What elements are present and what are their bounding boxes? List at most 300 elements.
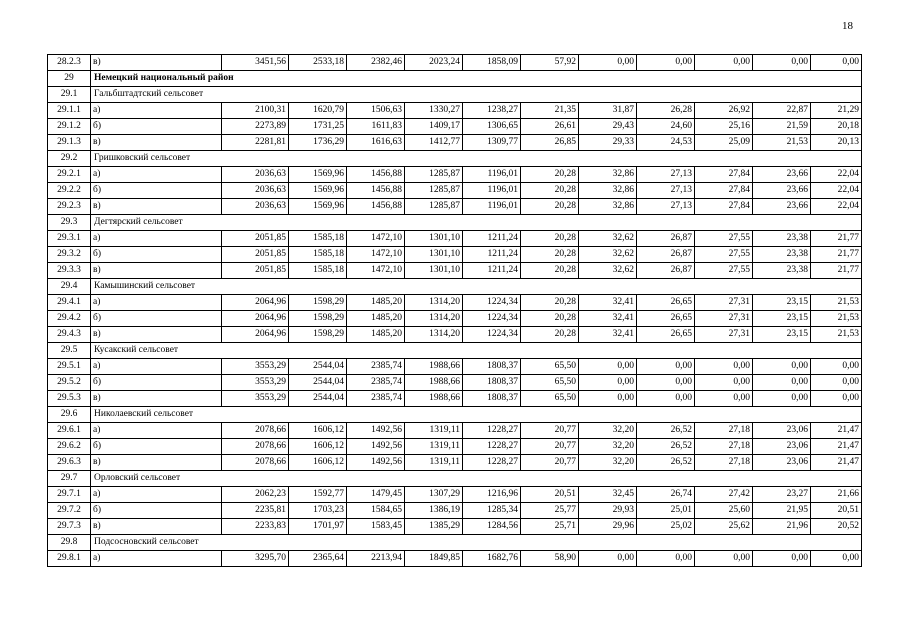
value-cell: 20,28 bbox=[521, 183, 579, 199]
row-variant-label: а) bbox=[91, 295, 222, 311]
row-variant-label: а) bbox=[91, 487, 222, 503]
group-row bbox=[48, 407, 862, 423]
value-cell: 32,41 bbox=[579, 311, 637, 327]
value-cell: 1611,83 bbox=[347, 119, 405, 135]
value-cell: 2064,96 bbox=[222, 311, 289, 327]
value-cell: 20,28 bbox=[521, 247, 579, 263]
value-cell: 26,65 bbox=[637, 327, 695, 343]
value-cell: 21,47 bbox=[811, 455, 862, 471]
value-cell: 21,47 bbox=[811, 439, 862, 455]
row-variant-label: а) bbox=[91, 359, 222, 375]
row-variant-label: в) bbox=[91, 55, 222, 71]
value-cell: 57,92 bbox=[521, 55, 579, 71]
row-variant-label: а) bbox=[91, 551, 222, 567]
value-cell: 1314,20 bbox=[405, 311, 463, 327]
value-cell: 23,15 bbox=[753, 311, 811, 327]
value-cell: 1386,19 bbox=[405, 503, 463, 519]
value-cell: 0,00 bbox=[811, 55, 862, 71]
value-cell: 1492,56 bbox=[347, 423, 405, 439]
row-variant-label: в) bbox=[91, 135, 222, 151]
value-cell: 1306,65 bbox=[463, 119, 521, 135]
row-code: 29.8 bbox=[48, 535, 91, 551]
row-code: 29.4.2 bbox=[48, 311, 91, 327]
row-code: 29.8.1 bbox=[48, 551, 91, 567]
value-cell: 1620,79 bbox=[289, 103, 347, 119]
value-cell: 0,00 bbox=[637, 391, 695, 407]
table-row bbox=[48, 423, 862, 439]
value-cell: 23,38 bbox=[753, 231, 811, 247]
table-row bbox=[48, 551, 862, 567]
value-cell: 32,86 bbox=[579, 167, 637, 183]
row-code: 29.3 bbox=[48, 215, 91, 231]
table-row bbox=[48, 103, 862, 119]
row-code: 29.5.1 bbox=[48, 359, 91, 375]
value-cell: 21,53 bbox=[753, 135, 811, 151]
value-cell: 1228,27 bbox=[463, 455, 521, 471]
value-cell: 27,84 bbox=[695, 199, 753, 215]
value-cell: 23,06 bbox=[753, 439, 811, 455]
value-cell: 20,28 bbox=[521, 311, 579, 327]
value-cell: 0,00 bbox=[753, 391, 811, 407]
value-cell: 22,87 bbox=[753, 103, 811, 119]
value-cell: 3295,70 bbox=[222, 551, 289, 567]
table-row bbox=[48, 135, 862, 151]
value-cell: 21,35 bbox=[521, 103, 579, 119]
row-code: 28.2.3 bbox=[48, 55, 91, 71]
value-cell: 1284,56 bbox=[463, 519, 521, 535]
value-cell: 1701,97 bbox=[289, 519, 347, 535]
value-cell: 32,20 bbox=[579, 439, 637, 455]
value-cell: 1598,29 bbox=[289, 295, 347, 311]
value-cell: 0,00 bbox=[637, 375, 695, 391]
value-cell: 1285,87 bbox=[405, 167, 463, 183]
group-row bbox=[48, 471, 862, 487]
row-code: 29.3.1 bbox=[48, 231, 91, 247]
value-cell: 25,71 bbox=[521, 519, 579, 535]
value-cell: 27,55 bbox=[695, 231, 753, 247]
group-row bbox=[48, 535, 862, 551]
row-code: 29.3.2 bbox=[48, 247, 91, 263]
group-name: Орловский сельсовет bbox=[91, 471, 862, 487]
value-cell: 1569,96 bbox=[289, 183, 347, 199]
value-cell: 25,60 bbox=[695, 503, 753, 519]
value-cell: 1385,29 bbox=[405, 519, 463, 535]
row-code: 29.1.3 bbox=[48, 135, 91, 151]
row-variant-label: а) bbox=[91, 423, 222, 439]
value-cell: 1285,87 bbox=[405, 199, 463, 215]
value-cell: 26,65 bbox=[637, 295, 695, 311]
value-cell: 22,04 bbox=[811, 167, 862, 183]
group-name: Немецкий национальный район bbox=[91, 71, 862, 87]
value-cell: 1238,27 bbox=[463, 103, 521, 119]
value-cell: 1314,20 bbox=[405, 295, 463, 311]
value-cell: 1598,29 bbox=[289, 311, 347, 327]
group-name: Дегтярский сельсовет bbox=[91, 215, 862, 231]
value-cell: 0,00 bbox=[637, 551, 695, 567]
value-cell: 0,00 bbox=[637, 55, 695, 71]
table-row bbox=[48, 263, 862, 279]
value-cell: 26,74 bbox=[637, 487, 695, 503]
value-cell: 27,55 bbox=[695, 247, 753, 263]
table-row bbox=[48, 199, 862, 215]
value-cell: 65,50 bbox=[521, 375, 579, 391]
value-cell: 32,45 bbox=[579, 487, 637, 503]
value-cell: 27,18 bbox=[695, 439, 753, 455]
value-cell: 21,66 bbox=[811, 487, 862, 503]
value-cell: 27,42 bbox=[695, 487, 753, 503]
value-cell: 23,15 bbox=[753, 295, 811, 311]
value-cell: 1319,11 bbox=[405, 455, 463, 471]
table-row bbox=[48, 519, 862, 535]
value-cell: 23,06 bbox=[753, 423, 811, 439]
value-cell: 1224,34 bbox=[463, 311, 521, 327]
row-code: 29.7.3 bbox=[48, 519, 91, 535]
value-cell: 2078,66 bbox=[222, 423, 289, 439]
value-cell: 1598,29 bbox=[289, 327, 347, 343]
value-cell: 1569,96 bbox=[289, 167, 347, 183]
value-cell: 0,00 bbox=[811, 551, 862, 567]
value-cell: 2544,04 bbox=[289, 359, 347, 375]
row-variant-label: б) bbox=[91, 375, 222, 391]
value-cell: 2036,63 bbox=[222, 167, 289, 183]
row-variant-label: а) bbox=[91, 103, 222, 119]
row-variant-label: б) bbox=[91, 247, 222, 263]
value-cell: 1314,20 bbox=[405, 327, 463, 343]
value-cell: 2036,63 bbox=[222, 183, 289, 199]
row-variant-label: а) bbox=[91, 167, 222, 183]
group-row bbox=[48, 343, 862, 359]
row-code: 29.1.2 bbox=[48, 119, 91, 135]
value-cell: 2365,64 bbox=[289, 551, 347, 567]
value-cell: 1319,11 bbox=[405, 423, 463, 439]
row-variant-label: б) bbox=[91, 183, 222, 199]
value-cell: 20,77 bbox=[521, 439, 579, 455]
table-row bbox=[48, 455, 862, 471]
value-cell: 1492,56 bbox=[347, 455, 405, 471]
value-cell: 2078,66 bbox=[222, 439, 289, 455]
value-cell: 1736,29 bbox=[289, 135, 347, 151]
row-code: 29.6.1 bbox=[48, 423, 91, 439]
row-variant-label: б) bbox=[91, 311, 222, 327]
value-cell: 2213,94 bbox=[347, 551, 405, 567]
value-cell: 1224,34 bbox=[463, 295, 521, 311]
value-cell: 0,00 bbox=[579, 551, 637, 567]
value-cell: 21,59 bbox=[753, 119, 811, 135]
row-code: 29.1.1 bbox=[48, 103, 91, 119]
value-cell: 27,84 bbox=[695, 167, 753, 183]
value-cell: 23,66 bbox=[753, 199, 811, 215]
row-code: 29.7.1 bbox=[48, 487, 91, 503]
value-cell: 27,55 bbox=[695, 263, 753, 279]
value-cell: 1301,10 bbox=[405, 231, 463, 247]
page-number: 18 bbox=[842, 20, 853, 32]
value-cell: 2235,81 bbox=[222, 503, 289, 519]
row-code: 29 bbox=[48, 71, 91, 87]
value-cell: 2023,24 bbox=[405, 55, 463, 71]
value-cell: 1606,12 bbox=[289, 455, 347, 471]
value-cell: 29,96 bbox=[579, 519, 637, 535]
value-cell: 0,00 bbox=[811, 375, 862, 391]
value-cell: 1211,24 bbox=[463, 231, 521, 247]
value-cell: 1472,10 bbox=[347, 231, 405, 247]
value-cell: 31,87 bbox=[579, 103, 637, 119]
value-cell: 27,13 bbox=[637, 199, 695, 215]
row-code: 29.6.3 bbox=[48, 455, 91, 471]
value-cell: 32,86 bbox=[579, 183, 637, 199]
value-cell: 26,87 bbox=[637, 247, 695, 263]
value-cell: 22,04 bbox=[811, 183, 862, 199]
value-cell: 23,66 bbox=[753, 183, 811, 199]
row-code: 29.2.3 bbox=[48, 199, 91, 215]
value-cell: 20,28 bbox=[521, 295, 579, 311]
value-cell: 0,00 bbox=[695, 391, 753, 407]
value-cell: 1585,18 bbox=[289, 247, 347, 263]
table-body bbox=[48, 55, 862, 567]
row-code: 29.2.1 bbox=[48, 167, 91, 183]
value-cell: 20,28 bbox=[521, 327, 579, 343]
value-cell: 1285,34 bbox=[463, 503, 521, 519]
row-variant-label: в) bbox=[91, 199, 222, 215]
value-cell: 26,87 bbox=[637, 263, 695, 279]
value-cell: 1301,10 bbox=[405, 263, 463, 279]
value-cell: 2051,85 bbox=[222, 231, 289, 247]
value-cell: 1606,12 bbox=[289, 423, 347, 439]
value-cell: 26,52 bbox=[637, 455, 695, 471]
value-cell: 0,00 bbox=[695, 551, 753, 567]
value-cell: 3553,29 bbox=[222, 375, 289, 391]
value-cell: 32,20 bbox=[579, 455, 637, 471]
value-cell: 27,31 bbox=[695, 327, 753, 343]
row-code: 29.4.3 bbox=[48, 327, 91, 343]
value-cell: 65,50 bbox=[521, 391, 579, 407]
value-cell: 25,16 bbox=[695, 119, 753, 135]
value-cell: 3553,29 bbox=[222, 359, 289, 375]
value-cell: 1330,27 bbox=[405, 103, 463, 119]
value-cell: 23,27 bbox=[753, 487, 811, 503]
row-code: 29.6 bbox=[48, 407, 91, 423]
value-cell: 2273,89 bbox=[222, 119, 289, 135]
value-cell: 1506,63 bbox=[347, 103, 405, 119]
value-cell: 25,02 bbox=[637, 519, 695, 535]
value-cell: 1472,10 bbox=[347, 263, 405, 279]
row-code: 29.5 bbox=[48, 343, 91, 359]
value-cell: 27,31 bbox=[695, 311, 753, 327]
value-cell: 1988,66 bbox=[405, 391, 463, 407]
value-cell: 29,93 bbox=[579, 503, 637, 519]
row-variant-label: а) bbox=[91, 231, 222, 247]
table-row bbox=[48, 439, 862, 455]
value-cell: 21,77 bbox=[811, 231, 862, 247]
value-cell: 27,84 bbox=[695, 183, 753, 199]
value-cell: 0,00 bbox=[637, 359, 695, 375]
value-cell: 1808,37 bbox=[463, 375, 521, 391]
table-row bbox=[48, 311, 862, 327]
value-cell: 20,77 bbox=[521, 455, 579, 471]
value-cell: 21,96 bbox=[753, 519, 811, 535]
value-cell: 29,43 bbox=[579, 119, 637, 135]
value-cell: 1731,25 bbox=[289, 119, 347, 135]
value-cell: 1616,63 bbox=[347, 135, 405, 151]
row-code: 29.6.2 bbox=[48, 439, 91, 455]
value-cell: 0,00 bbox=[811, 359, 862, 375]
value-cell: 27,18 bbox=[695, 455, 753, 471]
value-cell: 58,90 bbox=[521, 551, 579, 567]
row-code: 29.5.2 bbox=[48, 375, 91, 391]
value-cell: 1456,88 bbox=[347, 199, 405, 215]
value-cell: 2051,85 bbox=[222, 247, 289, 263]
value-cell: 1703,23 bbox=[289, 503, 347, 519]
value-cell: 2544,04 bbox=[289, 391, 347, 407]
value-cell: 26,52 bbox=[637, 439, 695, 455]
value-cell: 1211,24 bbox=[463, 247, 521, 263]
value-cell: 1988,66 bbox=[405, 359, 463, 375]
group-row bbox=[48, 151, 862, 167]
row-variant-label: в) bbox=[91, 327, 222, 343]
value-cell: 2036,63 bbox=[222, 199, 289, 215]
value-cell: 29,33 bbox=[579, 135, 637, 151]
value-cell: 24,53 bbox=[637, 135, 695, 151]
value-cell: 21,53 bbox=[811, 311, 862, 327]
value-cell: 0,00 bbox=[753, 359, 811, 375]
value-cell: 1592,77 bbox=[289, 487, 347, 503]
group-row bbox=[48, 71, 862, 87]
value-cell: 2544,04 bbox=[289, 375, 347, 391]
row-code: 29.5.3 bbox=[48, 391, 91, 407]
row-code: 29.1 bbox=[48, 87, 91, 103]
value-cell: 1569,96 bbox=[289, 199, 347, 215]
table-row bbox=[48, 55, 862, 71]
value-cell: 20,28 bbox=[521, 263, 579, 279]
value-cell: 1485,20 bbox=[347, 311, 405, 327]
value-cell: 1216,96 bbox=[463, 487, 521, 503]
value-cell: 2064,96 bbox=[222, 327, 289, 343]
row-code: 29.4.1 bbox=[48, 295, 91, 311]
row-code: 29.4 bbox=[48, 279, 91, 295]
value-cell: 1485,20 bbox=[347, 295, 405, 311]
value-cell: 65,50 bbox=[521, 359, 579, 375]
value-cell: 1307,29 bbox=[405, 487, 463, 503]
table-row bbox=[48, 359, 862, 375]
value-cell: 21,29 bbox=[811, 103, 862, 119]
tariff-table bbox=[47, 54, 862, 567]
group-name: Камышинский сельсовет bbox=[91, 279, 862, 295]
value-cell: 2078,66 bbox=[222, 455, 289, 471]
value-cell: 1585,18 bbox=[289, 263, 347, 279]
value-cell: 1211,24 bbox=[463, 263, 521, 279]
table-row bbox=[48, 487, 862, 503]
group-row bbox=[48, 279, 862, 295]
value-cell: 32,62 bbox=[579, 231, 637, 247]
value-cell: 1682,76 bbox=[463, 551, 521, 567]
value-cell: 23,15 bbox=[753, 327, 811, 343]
value-cell: 24,60 bbox=[637, 119, 695, 135]
value-cell: 1301,10 bbox=[405, 247, 463, 263]
value-cell: 26,85 bbox=[521, 135, 579, 151]
value-cell: 25,62 bbox=[695, 519, 753, 535]
value-cell: 1808,37 bbox=[463, 391, 521, 407]
group-name: Подсосновский сельсовет bbox=[91, 535, 862, 551]
table-row bbox=[48, 247, 862, 263]
value-cell: 20,52 bbox=[811, 519, 862, 535]
value-cell: 25,01 bbox=[637, 503, 695, 519]
value-cell: 21,95 bbox=[753, 503, 811, 519]
value-cell: 3451,56 bbox=[222, 55, 289, 71]
table-row bbox=[48, 503, 862, 519]
value-cell: 1196,01 bbox=[463, 183, 521, 199]
group-name: Кусакский сельсовет bbox=[91, 343, 862, 359]
value-cell: 20,51 bbox=[521, 487, 579, 503]
value-cell: 1456,88 bbox=[347, 183, 405, 199]
value-cell: 20,28 bbox=[521, 199, 579, 215]
value-cell: 1479,45 bbox=[347, 487, 405, 503]
value-cell: 26,52 bbox=[637, 423, 695, 439]
value-cell: 1584,65 bbox=[347, 503, 405, 519]
value-cell: 1858,09 bbox=[463, 55, 521, 71]
value-cell: 0,00 bbox=[753, 375, 811, 391]
value-cell: 1224,34 bbox=[463, 327, 521, 343]
value-cell: 22,04 bbox=[811, 199, 862, 215]
value-cell: 0,00 bbox=[695, 375, 753, 391]
value-cell: 21,77 bbox=[811, 247, 862, 263]
group-name: Николаевский сельсовет bbox=[91, 407, 862, 423]
value-cell: 0,00 bbox=[811, 391, 862, 407]
value-cell: 1285,87 bbox=[405, 183, 463, 199]
value-cell: 26,92 bbox=[695, 103, 753, 119]
value-cell: 1456,88 bbox=[347, 167, 405, 183]
value-cell: 2051,85 bbox=[222, 263, 289, 279]
value-cell: 1585,18 bbox=[289, 231, 347, 247]
value-cell: 20,18 bbox=[811, 119, 862, 135]
value-cell: 1319,11 bbox=[405, 439, 463, 455]
value-cell: 32,86 bbox=[579, 199, 637, 215]
value-cell: 21,77 bbox=[811, 263, 862, 279]
value-cell: 0,00 bbox=[695, 55, 753, 71]
row-variant-label: в) bbox=[91, 263, 222, 279]
value-cell: 2281,81 bbox=[222, 135, 289, 151]
row-code: 29.2 bbox=[48, 151, 91, 167]
value-cell: 21,53 bbox=[811, 295, 862, 311]
table-row bbox=[48, 183, 862, 199]
value-cell: 32,41 bbox=[579, 327, 637, 343]
value-cell: 1808,37 bbox=[463, 359, 521, 375]
value-cell: 2233,83 bbox=[222, 519, 289, 535]
row-code: 29.2.2 bbox=[48, 183, 91, 199]
table-row bbox=[48, 327, 862, 343]
group-row bbox=[48, 87, 862, 103]
value-cell: 20,51 bbox=[811, 503, 862, 519]
table-row bbox=[48, 231, 862, 247]
value-cell: 0,00 bbox=[579, 359, 637, 375]
value-cell: 0,00 bbox=[695, 359, 753, 375]
value-cell: 26,65 bbox=[637, 311, 695, 327]
value-cell: 0,00 bbox=[579, 55, 637, 71]
value-cell: 1196,01 bbox=[463, 199, 521, 215]
value-cell: 2382,46 bbox=[347, 55, 405, 71]
value-cell: 1309,77 bbox=[463, 135, 521, 151]
value-cell: 20,28 bbox=[521, 231, 579, 247]
value-cell: 27,13 bbox=[637, 167, 695, 183]
value-cell: 1409,17 bbox=[405, 119, 463, 135]
value-cell: 0,00 bbox=[579, 375, 637, 391]
value-cell: 1485,20 bbox=[347, 327, 405, 343]
value-cell: 21,47 bbox=[811, 423, 862, 439]
table-row bbox=[48, 167, 862, 183]
value-cell: 20,77 bbox=[521, 423, 579, 439]
value-cell: 23,38 bbox=[753, 263, 811, 279]
row-variant-label: в) bbox=[91, 391, 222, 407]
value-cell: 27,13 bbox=[637, 183, 695, 199]
value-cell: 2062,23 bbox=[222, 487, 289, 503]
